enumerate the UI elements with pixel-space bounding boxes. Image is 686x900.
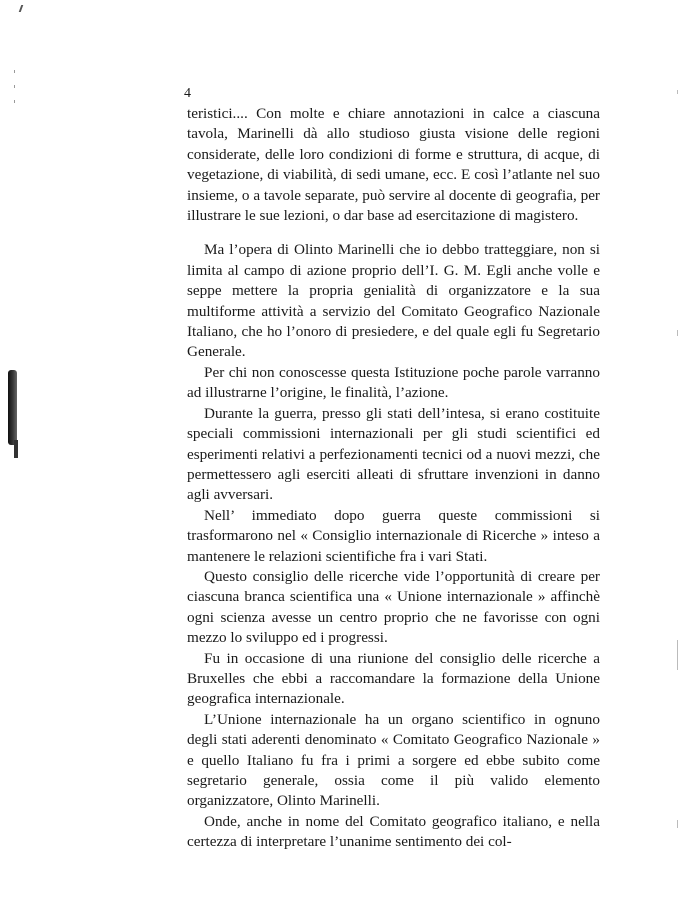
paragraph: Onde, anche in nome del Comitato geografico italiano, e nella certezza di interpretare l’unanime sentimento dei col-	[187, 812, 600, 851]
paragraph: Fu in occasione di una riunione del consiglio delle ricerche a Bruxelles che ebbi a raccomandare la formazione della Unione geografica internazionale.	[187, 649, 600, 708]
scan-edge-dot	[14, 100, 15, 103]
paragraph: teristici.... Con molte e chiare annotazioni in calce a ciascuna tavola, Marinelli dà allo studioso giusta visione delle regioni considerate, delle loro condizioni di forme e struttura, di acque, di vegetazione, di viabilità, di sedi umane, ecc. E così l’atlante nel suo insieme, o a tavole separate, può servire al docente di geografia, per illustrare le sue lezioni, o dar base ad esercitazione di magistero.	[187, 105, 600, 225]
scan-margin-mark	[19, 5, 24, 12]
paragraph: Nell’ immediato dopo guerra queste commissioni si trasformarono nel « Consiglio internazionale di Ricerche » inteso a mantenere le relazioni scientifiche fra i vari Stati.	[187, 506, 600, 565]
paragraph: L’Unione internazionale ha un organo scientifico in ognuno degli stati aderenti denominato « Comitato Geografico Nazionale » e quello Italiano fu fra i primi a sorgere ed ebbe subito come segretario generale, ossia come il più valido elemento organizzatore, Olinto Marinelli.	[187, 710, 600, 810]
scan-edge-dot	[14, 85, 15, 88]
paragraph: Questo consiglio delle ricerche vide l’opportunità di creare per ciascuna branca scientifica una « Unione internazionale » affinchè ogni scienza avesse un centro proprio che ne favorisse con ogni mezzo lo sviluppo ed i progressi.	[187, 567, 600, 647]
page-edge-mark	[677, 330, 678, 336]
page-edge-mark	[677, 820, 678, 828]
paragraph: Per chi non conoscesse questa Istituzione poche parole varranno ad illustrarne l’origine, le finalità, l’azione.	[187, 363, 600, 402]
page-number: 4	[184, 86, 191, 101]
paragraph: Ma l’opera di Olinto Marinelli che io debbo tratteggiare, non si limita al campo di azione proprio dell’I. G. M. Egli anche volle e seppe mettere la propria genialità di organizzatore e la sua multiforme attività a servizio del Comitato Geografico Nazionale Italiano, che ho l’onoro di presiedere, e del quale egli fu Segretario Generale.	[187, 241, 600, 361]
page-edge-mark	[677, 640, 678, 670]
paragraph: Durante la guerra, presso gli stati dell’intesa, si erano costituite speciali commissioni internazionali per gli studi scientifici ed esperimenti relativi a perfezionamenti tecnici od a nuovi mezzi, che permettessero agli eserciti alleati di sfruttare invenzioni in danno agli avversari.	[187, 404, 600, 504]
binding-shadow-tail	[14, 440, 18, 458]
binding-shadow	[8, 370, 17, 445]
scan-edge-dot	[14, 70, 15, 73]
body-text	[187, 104, 600, 853]
page-edge-mark	[677, 90, 678, 94]
